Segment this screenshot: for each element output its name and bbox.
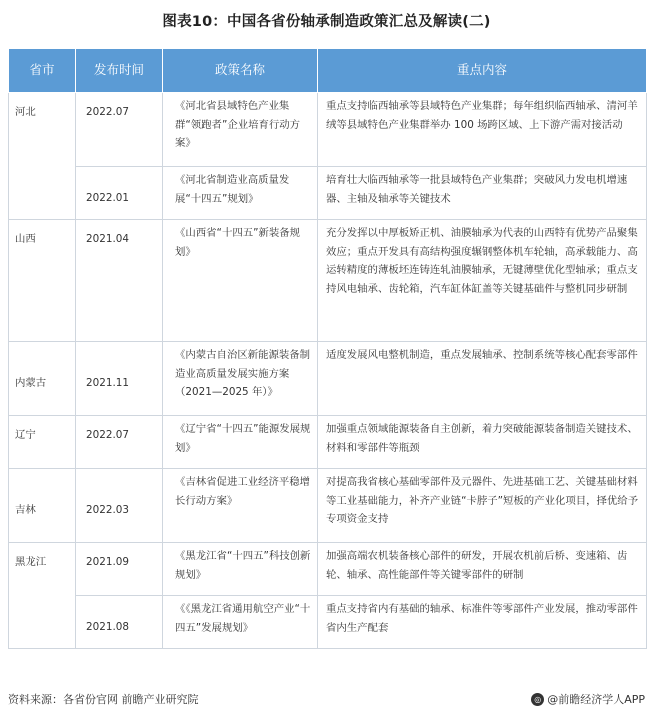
- source-note: 资料来源：各省份官网 前瞻产业研究院: [8, 693, 199, 706]
- province-cell: 河北: [9, 93, 76, 220]
- app-logo-icon: ◎: [531, 693, 544, 706]
- table-row: [9, 93, 647, 167]
- date-cell: 2022.07: [76, 416, 163, 469]
- table-row: [9, 342, 647, 416]
- header-date: 发布时间: [76, 49, 163, 93]
- date-cell: 2022.07: [76, 93, 163, 167]
- policy-cell: 《河北省县域特色产业集群“领跑者”企业培育行动方案》: [163, 93, 318, 167]
- key-points-cell: 对提高我省核心基础零部件及元器件、先进基础工艺、关键基础材料等工业基础能力，补齐产业链“卡脖子”短板的产业化项目，择优给予专项资金支持: [318, 469, 647, 543]
- key-points-cell: 适度发展风电整机制造，重点发展轴承、控制系统等核心配套零部件: [318, 342, 647, 416]
- date-cell: 2021.08: [76, 596, 163, 649]
- key-points-cell: 重点支持临西轴承等县域特色产业集群；每年组织临西轴承、清河羊绒等县域特色产业集群举办 100 场跨区域、上下游产需对接活动: [318, 93, 647, 167]
- policy-table: [8, 48, 647, 649]
- header-key-points: 重点内容: [318, 49, 647, 93]
- key-points-cell: 加强重点领域能源装备自主创新，着力突破能源装备制造关键技术、材料和零部件等瓶颈: [318, 416, 647, 469]
- date-cell: 2021.04: [76, 220, 163, 342]
- policy-cell: 《内蒙古自治区新能源装备制造业高质量发展实施方案（2021—2025 年）》: [163, 342, 318, 416]
- table-row: [9, 596, 647, 649]
- policy-cell: 《河北省制造业高质量发展“十四五”规划》: [163, 167, 318, 220]
- policy-table-container: [8, 48, 646, 649]
- table-row: [9, 220, 647, 342]
- table-row: [9, 543, 647, 596]
- policy-cell: 《吉林省促进工业经济平稳增长行动方案》: [163, 469, 318, 543]
- table-row: [9, 469, 647, 543]
- table-row: [9, 167, 647, 220]
- date-cell: 2022.01: [76, 167, 163, 220]
- province-cell: 黑龙江: [9, 543, 76, 649]
- header-province: 省市: [9, 49, 76, 93]
- table-row: [9, 416, 647, 469]
- brand-credit: [531, 691, 645, 707]
- header-policy: 政策名称: [163, 49, 318, 93]
- key-points-cell: 充分发挥以中厚板矫正机、油膜轴承为代表的山西特有优势产品聚集效应；重点开发具有高结构强度辗钢整体机车轮轴，高承载能力、高运转精度的薄板坯连铸连轧油膜轴承，无键薄壁优化型轴承；重点支持风电轴承、齿轮箱，汽车缸体缸盖等关键基础件与整机同步研制: [318, 220, 647, 342]
- key-points-cell: 重点支持省内有基础的轴承、标准件等零部件产业发展，推动零部件省内生产配套: [318, 596, 647, 649]
- policy-cell: 《《黑龙江省通用航空产业“十四五”发展规划》: [163, 596, 318, 649]
- policy-cell: 《山西省“十四五”新装备规划》: [163, 220, 318, 342]
- province-cell: 内蒙古: [9, 342, 76, 416]
- province-cell: 山西: [9, 220, 76, 342]
- key-points-cell: 培育壮大临西轴承等一批县域特色产业集群；突破风力发电机增速器、主轴及轴承等关键技术: [318, 167, 647, 220]
- date-cell: 2021.09: [76, 543, 163, 596]
- chart-title: 图表10：中国各省份轴承制造政策汇总及解读(二): [162, 14, 491, 30]
- policy-cell: 《黑龙江省“十四五”科技创新规划》: [163, 543, 318, 596]
- table-header-row: [9, 49, 647, 93]
- province-cell: 吉林: [9, 469, 76, 543]
- date-cell: 2022.03: [76, 469, 163, 543]
- key-points-cell: 加强高端农机装备核心部件的研发，开展农机前后桥、变速箱、齿轮、轴承、高性能部件等关键零部件的研制: [318, 543, 647, 596]
- policy-cell: 《辽宁省“十四五”能源发展规划》: [163, 416, 318, 469]
- brand-credit-text: @前瞻经济学人APP: [547, 693, 645, 706]
- province-cell: 辽宁: [9, 416, 76, 469]
- date-cell: 2021.11: [76, 342, 163, 416]
